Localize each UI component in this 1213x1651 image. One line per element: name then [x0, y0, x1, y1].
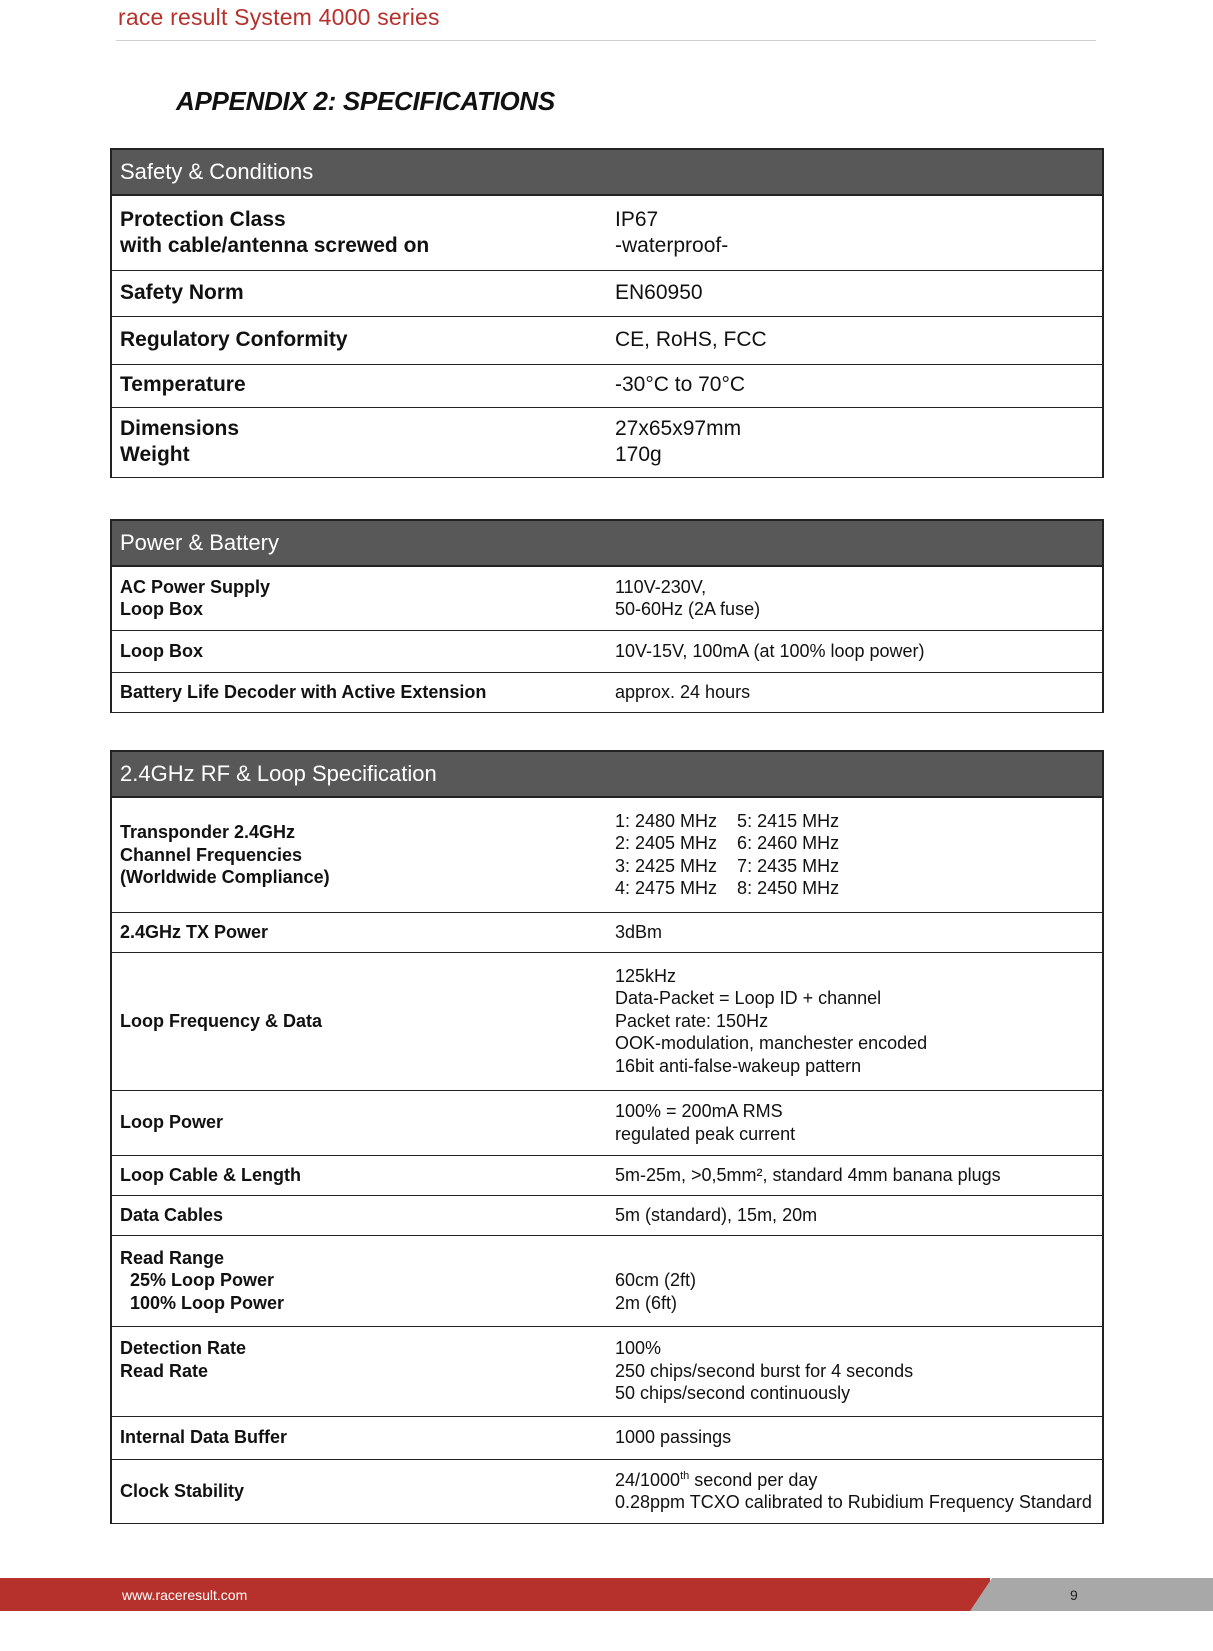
spec-value: 110V-230V,	[615, 576, 707, 597]
document-header-title: race result System 4000 series	[118, 4, 440, 30]
footer-page-tab	[970, 1578, 1213, 1611]
spec-value: 5m-25m, >0,5mm², standard 4mm banana plugs	[615, 1164, 1001, 1185]
spec-label: Loop Box	[120, 599, 203, 620]
table-row	[111, 1416, 1103, 1459]
spec-value: 4: 2475 MHz 8: 2450 MHz	[615, 878, 840, 899]
spec-label: Battery Life Decoder with Active Extension	[120, 681, 487, 702]
spec-label: Weight	[120, 443, 190, 466]
spec-label: 2.4GHz TX Power	[120, 921, 269, 942]
spec-value: 60cm (2ft)	[615, 1270, 697, 1291]
spec-value: -30°C to 70°C	[615, 373, 746, 397]
spec-value-part: second per day	[689, 1469, 818, 1490]
table-row	[111, 672, 1103, 712]
table-row	[111, 912, 1103, 952]
rf-section-heading: 2.4GHz RF & Loop Specification	[111, 751, 1103, 797]
footer-website-link[interactable]: www.raceresult.com	[122, 1587, 248, 1603]
spec-value-part: 24/1000	[615, 1469, 681, 1490]
spec-value: regulated peak current	[615, 1123, 796, 1144]
spec-label	[120, 1382, 599, 1405]
spec-value: 27x65x97mm	[615, 416, 742, 440]
spec-label: Loop Power	[120, 1112, 223, 1133]
spec-label: Data Cables	[120, 1204, 224, 1225]
table-row	[111, 195, 1103, 270]
table-row	[111, 1090, 1103, 1155]
table-row	[111, 270, 1103, 316]
spec-value: 1: 2480 MHz 5: 2415 MHz	[615, 810, 840, 831]
spec-label: Temperature	[120, 373, 246, 397]
table-row	[111, 1155, 1103, 1195]
table-row	[111, 316, 1103, 364]
spec-value: 50-60Hz (2A fuse)	[615, 599, 761, 620]
spec-value: approx. 24 hours	[615, 681, 751, 702]
spec-value	[615, 1469, 1094, 1492]
spec-label: Loop Cable & Length	[120, 1164, 301, 1185]
spec-value: IP67	[615, 207, 659, 231]
table-row	[111, 630, 1103, 672]
spec-value: 50 chips/second continuously	[615, 1383, 851, 1404]
spec-value: 10V-15V, 100mA (at 100% loop power)	[615, 640, 925, 661]
spec-label: 25% Loop Power	[130, 1270, 275, 1291]
spec-label: Dimensions	[120, 416, 240, 440]
power-battery-table	[110, 519, 1104, 713]
table-row	[111, 1459, 1103, 1523]
spec-label: Loop Frequency & Data	[120, 1010, 323, 1031]
spec-value: EN60950	[615, 280, 703, 304]
spec-value: -waterproof-	[615, 233, 729, 257]
safety-conditions-table	[110, 148, 1104, 478]
spec-value: Packet rate: 150Hz	[615, 1010, 769, 1031]
spec-label: Internal Data Buffer	[120, 1427, 288, 1448]
table-row	[111, 407, 1103, 477]
page-number: 9	[1070, 1587, 1078, 1603]
spec-label: Safety Norm	[120, 280, 244, 304]
spec-label: Read Range	[120, 1247, 225, 1268]
spec-value: 2: 2405 MHz 6: 2460 MHz	[615, 833, 840, 854]
spec-value: 5m (standard), 15m, 20m	[615, 1204, 818, 1225]
spec-value: 100%	[615, 1338, 662, 1359]
spec-value: 125kHz	[615, 965, 677, 986]
spec-label: Channel Frequencies	[120, 844, 303, 865]
spec-value: 2m (6ft)	[615, 1292, 678, 1313]
spec-label: (Worldwide Compliance)	[120, 867, 330, 887]
spec-label: Clock Stability	[120, 1480, 245, 1501]
spec-value: OOK-modulation, manchester encoded	[615, 1033, 928, 1054]
spec-label: Detection Rate	[120, 1338, 247, 1359]
spec-value: 170g	[615, 443, 662, 466]
spec-label: Regulatory Conformity	[120, 327, 348, 351]
table-row	[111, 364, 1103, 407]
spec-label: with cable/antenna screwed on	[120, 233, 430, 257]
spec-value	[615, 1247, 1094, 1270]
table-row	[111, 952, 1103, 1090]
spec-value: 3: 2425 MHz 7: 2435 MHz	[615, 855, 840, 876]
spec-value: Data-Packet = Loop ID + channel	[615, 988, 882, 1009]
spec-value-superscript: th	[680, 1469, 690, 1482]
rf-loop-table	[110, 750, 1104, 1524]
spec-label: Transponder 2.4GHz	[120, 822, 296, 842]
spec-value: 1000 passings	[615, 1427, 732, 1448]
spec-label: Protection Class	[120, 207, 286, 231]
table-row	[111, 1326, 1103, 1416]
safety-section-heading: Safety & Conditions	[111, 149, 1103, 195]
spec-value: 250 chips/second burst for 4 seconds	[615, 1360, 914, 1381]
spec-value: 3dBm	[615, 921, 663, 942]
header-divider	[116, 40, 1096, 41]
spec-value: 16bit anti-false-wakeup pattern	[615, 1055, 862, 1076]
table-row	[111, 1195, 1103, 1235]
spec-value: 100% = 200mA RMS	[615, 1101, 783, 1121]
spec-label: Read Rate	[120, 1360, 209, 1381]
appendix-title: APPENDIX 2: SPECIFICATIONS	[176, 86, 555, 116]
spec-value: 0.28ppm TCXO calibrated to Rubidium Frequency Standard	[615, 1492, 1092, 1512]
table-row	[111, 797, 1103, 912]
table-row	[111, 1235, 1103, 1326]
spec-label: 100% Loop Power	[130, 1292, 285, 1313]
spec-label: AC Power Supply	[120, 576, 271, 597]
spec-value: CE, RoHS, FCC	[615, 327, 767, 351]
power-section-heading: Power & Battery	[111, 520, 1103, 566]
table-row	[111, 566, 1103, 630]
spec-label: Loop Box	[120, 640, 203, 661]
